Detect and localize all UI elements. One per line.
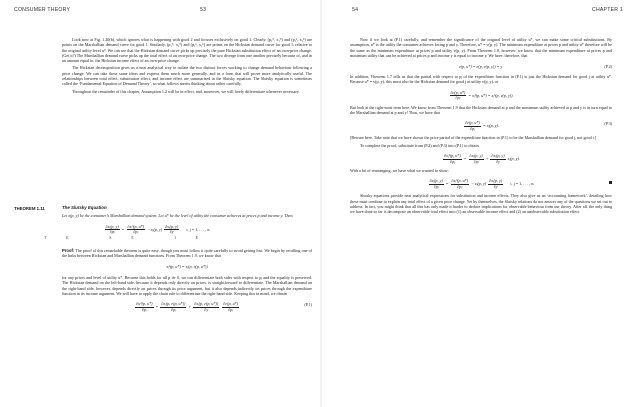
equation-number: (P.2) — [604, 64, 612, 70]
paragraph: Now if we look at (P.1) carefully, and remember the significance of the original level of utility u*, we can make some critical substitutions. By assumption, u* is the utility the consumer achieves facing p and y. Therefore, u* = v(p, y). The minimum expenditure at prices p and utility u* therefore will be the same as the minimum expenditure at prices p and utility v(p, y). From Theorem 1.8, however, we know that the minimum expenditure at prices p and maximum utility that can be achieved at prices p and income y is equal to income y. We have, therefore, that — [350, 37, 612, 58]
paragraph: Slutsky equations provide neat analytical expressions for substitution and income effects. They also give us an ‘accounting framework’, detailing how these must combine to explain any total effect of a given price change. Yet by themselves, the Slutsky relations do not answer any of the questions we set out to address. In fact, you might think that all this has only made it harder to deduce implications for observable behaviour from our theory. After all, the only thing we have done so far is decompose an observable total effect into (1) an observable income effect and (2) an unobservable substitution effect. — [350, 193, 612, 215]
paragraph: [Beware here. Take note that we have shown the price partial of the expenditure function in (P.1) to be the Marshallian demand for good j, not good i.] — [350, 135, 597, 141]
paragraph: Look now at Fig. 1.20(b), which ignores what is happening with good 2 and focuses exclusively on good 1. Clearly, (p₁⁰, x₁⁰) and (p₁¹, x₁ʰ) are points on the Marshallian demand curve for good 1. Similarly, (p₁⁰, x₁⁰) and (p₁¹, x₁ʰ) are points on the Hicksian demand curve for good 1, relative to the original utility level u⁰. We can see that the Hicksian demand curve picks up precisely the pure Hicksian substitution effect of an own-price change. (Get it?) The Marshallian demand curve picks up the total effect of an own-price change. The two diverge from one another precisely because of, and in an amount equal to, the Hicksian income effect of an own-price change. — [62, 37, 312, 64]
theorem-block — [44, 205, 312, 316]
right-body — [350, 37, 612, 216]
equation-final: $\frac{\text{∂xᵢ(p, y)}}{\text{∂pⱼ}}$ = $\frac{\text{∂xᵢʰ(p, u*)}}{\text{∂pⱼ}}$ − xⱼ(p, y) $\frac{\text{∂xᵢ(p, y)}}{\partial y}$ i, j = 1, . . . , n. — [350, 176, 612, 189]
paragraph: In addition, Theorem 1.7 tells us that the partial with respect to pⱼ of the expenditure function in (P.1) is just the Hicksian demand for good j at utility u*. Because u* = v(p, y), this must also be the Hicksian demand for good j at utility v(p, y), or — [350, 74, 612, 85]
identity-equation: xᵢʰ(p, u*) = xᵢ(p, e(p, u*)) — [166, 264, 208, 270]
equation-number: (P.1) — [304, 302, 312, 308]
proof-label: Proof: — [62, 247, 75, 253]
equation-p2: e(p, u*) = e(p, v(p, y)) = y. (P.2) — [458, 64, 612, 70]
equation-p3: $\frac{\partial e(p, u*)}{\text{∂pⱼ}}$ = xⱼ(p, y). (P.3) — [465, 120, 612, 131]
paragraph: Throughout the remainder of this chapter, Assumption 1.2 will be in effect, and, moreover, we will freely differentiate whenever necessary. — [72, 88, 300, 94]
slutsky-equation: $\frac{\text{∂xᵢ(p, y)}}{\text{∂pⱼ}}$ = $\frac{\text{∂xᵢʰ(p, u*)}}{\text{∂pⱼ}}$ − xⱼ(p, y) $\frac{\text{∂xᵢ(p, y)}}{\partial y}$ i, j = 1, . . . , n. TE SE IE — [62, 222, 312, 244]
left-page-header — [14, 7, 314, 13]
equation-substituted: $\frac{\text{∂xᵢʰ(p, u*)}}{\text{∂pⱼ}}$ = $\frac{\text{∂xᵢ(p, y)}}{\text{∂pⱼ}}$ + $\frac{\text{∂xᵢ(p, y)}}{\partial y}$ xⱼ(p, y). — [444, 152, 520, 164]
paragraph: But look at the right-most term here. We know from Theorem 1.9 that the Hicksian demand at p and the maximum utility achieved at p and y is in turn equal to the Marshallian demand at p and y! Thus, we have that — [350, 104, 612, 116]
paragraph: for any prices and level of utility u*. Because this holds for all p ≫ 0, we can differentiate both sides with respect to pⱼ and the equality is preserved. The Hicksian demand on the left-hand side, because it depends only directly on prices, is straightforward to differentiate. The Marshallian demand on the right-hand side, however, depends directly on prices through its price argument, but it also depends indirectly on prices through the expenditure function in its income argument. We will have to apply the chain rule to differentiate the right-hand side. Keeping this in mind, we obtain — [62, 275, 312, 297]
left-page — [0, 0, 320, 407]
paragraph: To complete the proof, substitute from (P.2) and (P.3) into (P.1) to obtain — [360, 142, 479, 148]
right-page — [322, 0, 642, 407]
running-head: CHAPTER 1 — [592, 7, 623, 13]
running-head: CONSUMER THEORY — [14, 7, 71, 13]
page-number: 53 — [200, 7, 207, 13]
equation-hicksian: $\frac{\partial e(p, u*)}{\text{∂pⱼ}}$ = xⱼʰ(p, u*) = xⱼʰ(p, v(p, y)). — [450, 89, 514, 101]
paragraph: The Hicksian decomposition gives us a neat analytical way to isolate the two distinct forces working to change demand behaviour following a price change. We can take these same ideas and express them much more generally, and in a form that will prove more analytically useful. The relationships between total effect, substitution effect, and income effect are summarised in the Slutsky equation. The Slutsky equation is sometimes called the ‘Fundamental Equation of Demand Theory’, so what follows merits thinking about rather carefully. — [62, 65, 312, 87]
equation-p1: $\frac{\text{∂xᵢʰ(p, u*)}}{\text{∂pⱼ}}$ = $\frac{\text{∂xᵢ(p, e(p, u*))}}{\text{∂pⱼ}}$ + $\frac{\text{∂xᵢ(p, e(p, u*))}}{\partial y}$ $\frac{\partial e(p, u*)}{\text{∂pⱼ}}$ (P.1) — [135, 301, 312, 312]
qed-square — [606, 180, 612, 185]
proof-paragraph: Proof: The proof of this remarkable theorem is quite easy, though you must follow it quite carefully to avoid getting lost. We begin by recalling one of the links between Hicksian and Marshallian demand functions. From Theorem 1.9, we know that — [62, 247, 312, 258]
paragraph: With a bit of rearranging, we have what we wanted to show: — [350, 167, 449, 173]
equation-number: (P.3) — [604, 121, 612, 127]
theorem-label: THEOREM 1.11 — [14, 206, 45, 211]
page-number: 54 — [352, 7, 359, 13]
theorem-statement: Let x(p, y) be the consumer’s Marshallian demand system. Let u* be the level of utility the consumer achieves at prices p and income y. Then, — [62, 213, 294, 219]
effect-labels: TE SE IE — [44, 235, 218, 240]
theorem-title: The Slutsky Equation — [62, 205, 107, 210]
left-body — [62, 37, 312, 96]
